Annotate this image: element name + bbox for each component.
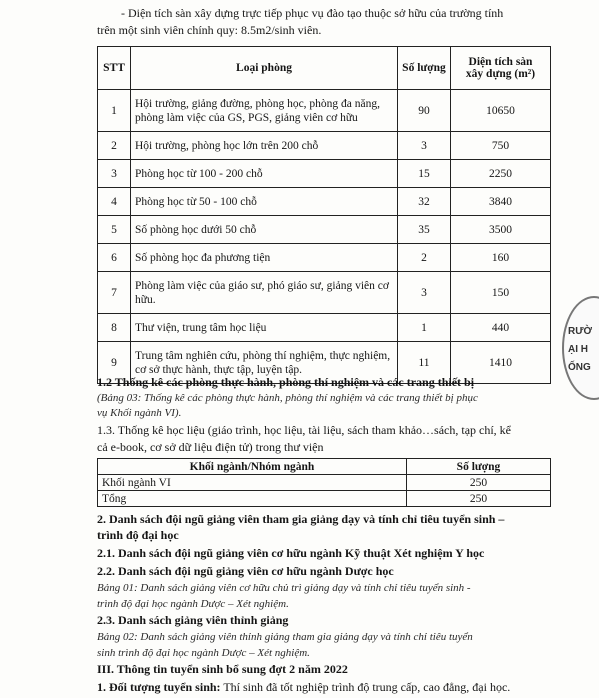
row-stt: 5 [98,216,131,244]
table-row [98,90,551,132]
section-2-heading-line-2: trình độ đại học [97,528,179,542]
seal-text-1: RƯỜ [568,326,593,337]
row-dien-tich: 3500 [451,216,551,244]
header-loai-phong: Loại phòng [131,47,398,90]
seal-text-3: ỐNG [568,362,591,373]
section-3-heading: III. Thông tin tuyển sinh bổ sung đợt 2 năm 2022 [97,662,348,676]
header-so-luong: Số lượng [398,47,451,90]
section-2-2-heading: 2.2. Danh sách đội ngũ giảng viên cơ hữu ngành Dược học [97,564,394,578]
row-khoi: Khối ngành VI [98,475,407,491]
row-dien-tich: 150 [451,272,551,314]
row-so-luong: 250 [407,475,551,491]
table-row [98,475,551,491]
row-stt: 2 [98,132,131,160]
row-so-luong: 3 [398,272,451,314]
section-1-3-line-1: 1.3. Thống kê học liệu (giáo trình, học liệu, tài liệu, sách tham khảo…sách, tạp chí, kể [97,423,511,437]
official-seal [562,296,599,400]
section-2-heading-line-1: 2. Danh sách đội ngũ giảng viên tham gia giảng dạy và tính chỉ tiêu tuyển sinh – [97,512,505,526]
section-2-1-heading: 2.1. Danh sách đội ngũ giảng viên cơ hữu ngành Kỹ thuật Xét nghiệm Y học [97,546,485,560]
header-stt: STT [98,47,131,90]
header-dien-tich-line2: xây dựng (m²) [465,68,536,80]
table-row [98,188,551,216]
row-loai: Thư viện, trung tâm học liệu [131,314,398,342]
row-stt: 1 [98,90,131,132]
table-row [98,216,551,244]
row-so-luong: 11 [398,342,451,384]
row-so-luong: 3 [398,132,451,160]
row-loai: Trung tâm nghiên cứu, phòng thí nghiệm, thực nghiệm, cơ sở thực hành, thực tập, luyện tập. [131,342,398,384]
table-01-note-line-2: trình độ đại học ngành Dược – Xét nghiệm. [97,598,289,610]
row-loai: Số phòng học đa phương tiện [131,244,398,272]
table-row [98,491,551,507]
table-header-row [98,459,551,475]
row-stt: 8 [98,314,131,342]
row-so-luong: 1 [398,314,451,342]
section-3-item-1-label: 1. Đối tượng tuyển sinh: [97,680,221,694]
table-01-note-line-1: Bảng 01: Danh sách giảng viên cơ hữu chủ trì giảng dạy và tính chỉ tiêu tuyển sinh - [97,582,471,594]
row-stt: 9 [98,342,131,384]
table-row [98,314,551,342]
header-dien-tich-line1: Diện tích sàn [468,56,533,68]
learning-materials-table [97,458,551,507]
row-dien-tich: 3840 [451,188,551,216]
row-stt: 6 [98,244,131,272]
table-row [98,132,551,160]
table-02-note-line-2: sinh trình độ đại học ngành Dược – Xét nghiệm. [97,647,310,659]
seal-text-2: ẠI H [568,344,588,355]
row-dien-tich: 750 [451,132,551,160]
intro-line-2: trên một sinh viên chính quy: 8.5m2/sinh viên. [97,23,322,37]
section-3-item-1 [97,680,510,694]
row-so-luong: 15 [398,160,451,188]
section-1-3-line-2: cả e-book, cơ sở dữ liệu điện tử) trong thư viện [97,440,324,454]
header-so-luong: Số lượng [407,459,551,475]
row-dien-tich: 1410 [451,342,551,384]
row-loai: Hội trường, phòng học lớn trên 200 chỗ [131,132,398,160]
row-stt: 4 [98,188,131,216]
table-row [98,272,551,314]
row-loai: Số phòng học dưới 50 chỗ [131,216,398,244]
row-dien-tich: 2250 [451,160,551,188]
row-loai: Hội trường, giảng đường, phòng học, phòng đa năng, phòng làm việc của GS, PGS, giảng viên cơ hữu [131,90,398,132]
section-1-2-note-line-2: vụ Khối ngành VI). [97,407,182,419]
row-stt: 7 [98,272,131,314]
table-row [98,244,551,272]
row-so-luong: 2 [398,244,451,272]
row-so-luong: 35 [398,216,451,244]
row-so-luong: 250 [407,491,551,507]
header-dien-tich [451,47,551,90]
section-2-3-heading: 2.3. Danh sách giảng viên thỉnh giảng [97,613,289,627]
row-dien-tich: 440 [451,314,551,342]
section-1-2-heading: 1.2 Thống kê các phòng thực hành, phòng thí nghiệm và các trang thiết bị [97,375,475,389]
section-1-2-note-line-1: (Bảng 03: Thống kê các phòng thực hành, phòng thí nghiệm và các trang thiết bị phục [97,392,478,404]
row-dien-tich: 160 [451,244,551,272]
room-area-table [97,46,551,384]
section-3-item-1-text: Thí sinh đã tốt nghiệp trình độ trung cấp, cao đẳng, đại học. [220,680,511,694]
row-loai: Phòng học từ 100 - 200 chỗ [131,160,398,188]
row-dien-tich: 10650 [451,90,551,132]
intro-line-1: - Diện tích sàn xây dựng trực tiếp phục vụ đào tạo thuộc sở hữu của trường tính [121,6,504,20]
table-02-note-line-1: Bảng 02: Danh sách giảng viên thỉnh giảng tham gia giảng dạy và tính chỉ tiêu tuyển [97,631,473,643]
row-so-luong: 90 [398,90,451,132]
row-stt: 3 [98,160,131,188]
table-header-row [98,47,551,90]
row-loai: Phòng học từ 50 - 100 chỗ [131,188,398,216]
row-khoi: Tổng [98,491,407,507]
table-row [98,160,551,188]
row-loai: Phòng làm việc của giáo sư, phó giáo sư, giảng viên cơ hữu. [131,272,398,314]
row-so-luong: 32 [398,188,451,216]
header-khoi-nganh: Khối ngành/Nhóm ngành [98,459,407,475]
